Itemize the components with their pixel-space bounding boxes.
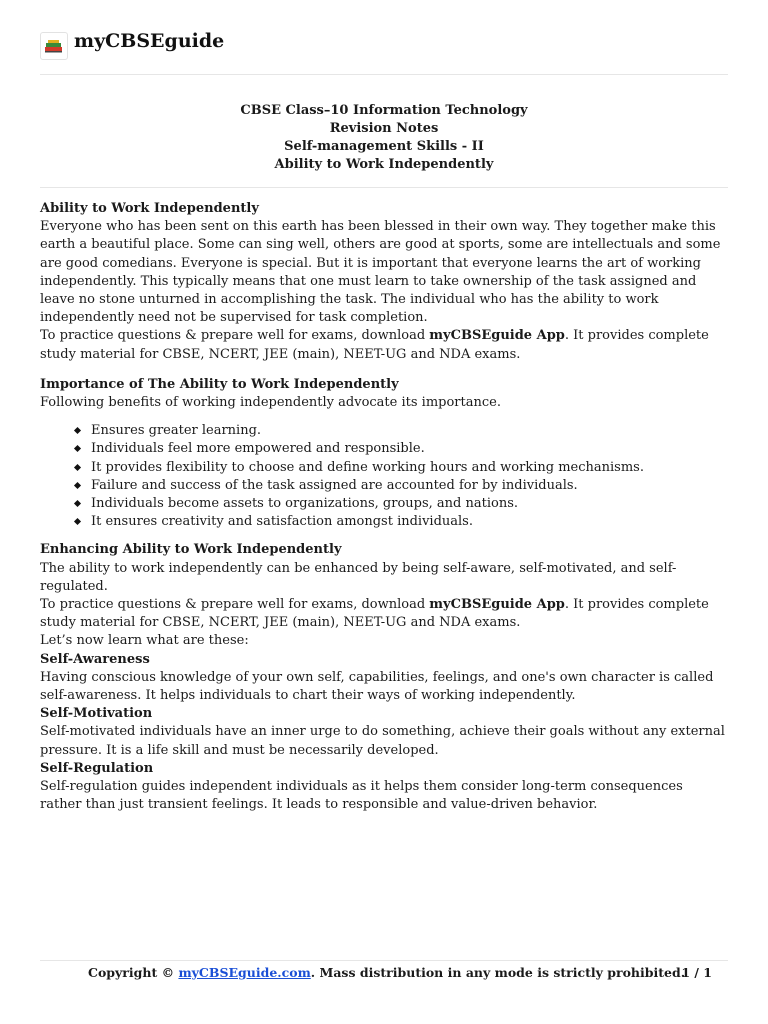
promo-paragraph: [40, 596, 728, 632]
books-icon[interactable]: [40, 32, 68, 60]
list-item: [40, 440, 728, 458]
app-name: myCBSEguide App: [429, 597, 565, 613]
benefits-list: [40, 422, 728, 531]
bullet-icon: [74, 427, 81, 434]
list-item: [40, 495, 728, 513]
list-item-text: Failure and success of the task assigned are accounted for by individuals.: [91, 477, 578, 493]
list-item-text: It provides flexibility to choose and define working hours and working mechanisms.: [91, 459, 644, 475]
document-title: [40, 102, 728, 174]
site-link[interactable]: myCBSEguide.com: [178, 965, 311, 980]
promo-paragraph: [40, 327, 728, 363]
title-divider: [40, 187, 728, 188]
subheading-self-regulation: Self-Regulation: [40, 760, 154, 776]
list-item: [40, 513, 728, 531]
bullet-icon: [74, 482, 81, 489]
app-name: myCBSEguide App: [429, 328, 565, 344]
document-body: [40, 200, 728, 815]
bullet-icon: [74, 464, 81, 471]
bullet-icon: [74, 500, 81, 507]
section-heading: Ability to Work Independently: [40, 201, 259, 216]
copyright-notice: [88, 964, 685, 982]
subheading-self-motivation: Self-Motivation: [40, 706, 153, 722]
paragraph: The ability to work independently can be enhanced by being self-aware, self-motivated, and self-regulated.: [40, 560, 677, 594]
subheading-self-awareness: Self-Awareness: [40, 651, 150, 667]
bullet-icon: [74, 518, 81, 525]
header: [40, 28, 728, 75]
list-item-text: Individuals feel more empowered and responsible.: [91, 441, 425, 457]
footer-divider: [40, 960, 728, 961]
title-line-1: CBSE Class–10 Information Technology: [240, 103, 528, 118]
promo-text: . It provides complete study material for CBSE, NCERT, JEE (main), NEET-UG and NDA exams.: [40, 328, 709, 362]
title-line-3: Self-management Skills - II: [284, 139, 484, 154]
paragraph: Self-regulation guides independent individuals as it helps them consider long-term consequences rather than just transient feelings. It leads to responsible and value-driven behavior.: [40, 779, 683, 813]
copyright-text: . Mass distribution in any mode is strictly prohibited.: [310, 965, 686, 980]
section-heading: Importance of The Ability to Work Independently: [40, 376, 399, 392]
bullet-icon: [74, 445, 81, 452]
promo-text: To practice questions & prepare well for exams, download: [40, 328, 430, 344]
section-heading: Enhancing Ability to Work Independently: [40, 542, 342, 558]
paragraph: Having conscious knowledge of your own self, capabilities, feelings, and one's own character is called self-awareness. It helps individuals to chart their ways of working independently.: [40, 669, 714, 704]
title-line-2: Revision Notes: [329, 121, 439, 136]
list-item-text: Ensures greater learning.: [91, 423, 262, 439]
promo-text: To practice questions & prepare well for exams, download: [40, 597, 430, 613]
paragraph: Everyone who has been sent on this earth has been blessed in their own way. They together make this earth a beautiful place. Some can sing well, others are good at sports, some are intellectuals and some are good comedians. Everyone is special. But it is important that everyone learns the art of working independently. This typically means that one must learn to take ownership of the task assigned and leave no stone unturned in accomplishing the task. The individual who has the ability to work independently need not be supervised for task completion.: [40, 219, 721, 326]
title-line-4: Ability to Work Independently: [274, 157, 494, 172]
list-item-text: It ensures creativity and satisfaction amongst individuals.: [91, 514, 473, 530]
paragraph: Following benefits of working independently advocate its importance.: [40, 395, 501, 411]
page-number: 1 / 1: [681, 965, 712, 980]
list-item: [40, 477, 728, 495]
list-item-text: Individuals become assets to organizations, groups, and nations.: [91, 496, 519, 512]
brand-name[interactable]: myCBSEguide: [74, 30, 225, 52]
list-item: [40, 459, 728, 477]
list-item: [40, 422, 728, 440]
promo-text: . It provides complete study material for CBSE, NCERT, JEE (main), NEET-UG and NDA exams.: [40, 597, 709, 631]
paragraph: Self-motivated individuals have an inner urge to do something, achieve their goals without any external pressure. It is a life skill and must be necessarily developed.: [40, 724, 725, 758]
paragraph: Let’s now learn what are these:: [40, 633, 249, 649]
copyright-text: Copyright ©: [88, 965, 179, 980]
